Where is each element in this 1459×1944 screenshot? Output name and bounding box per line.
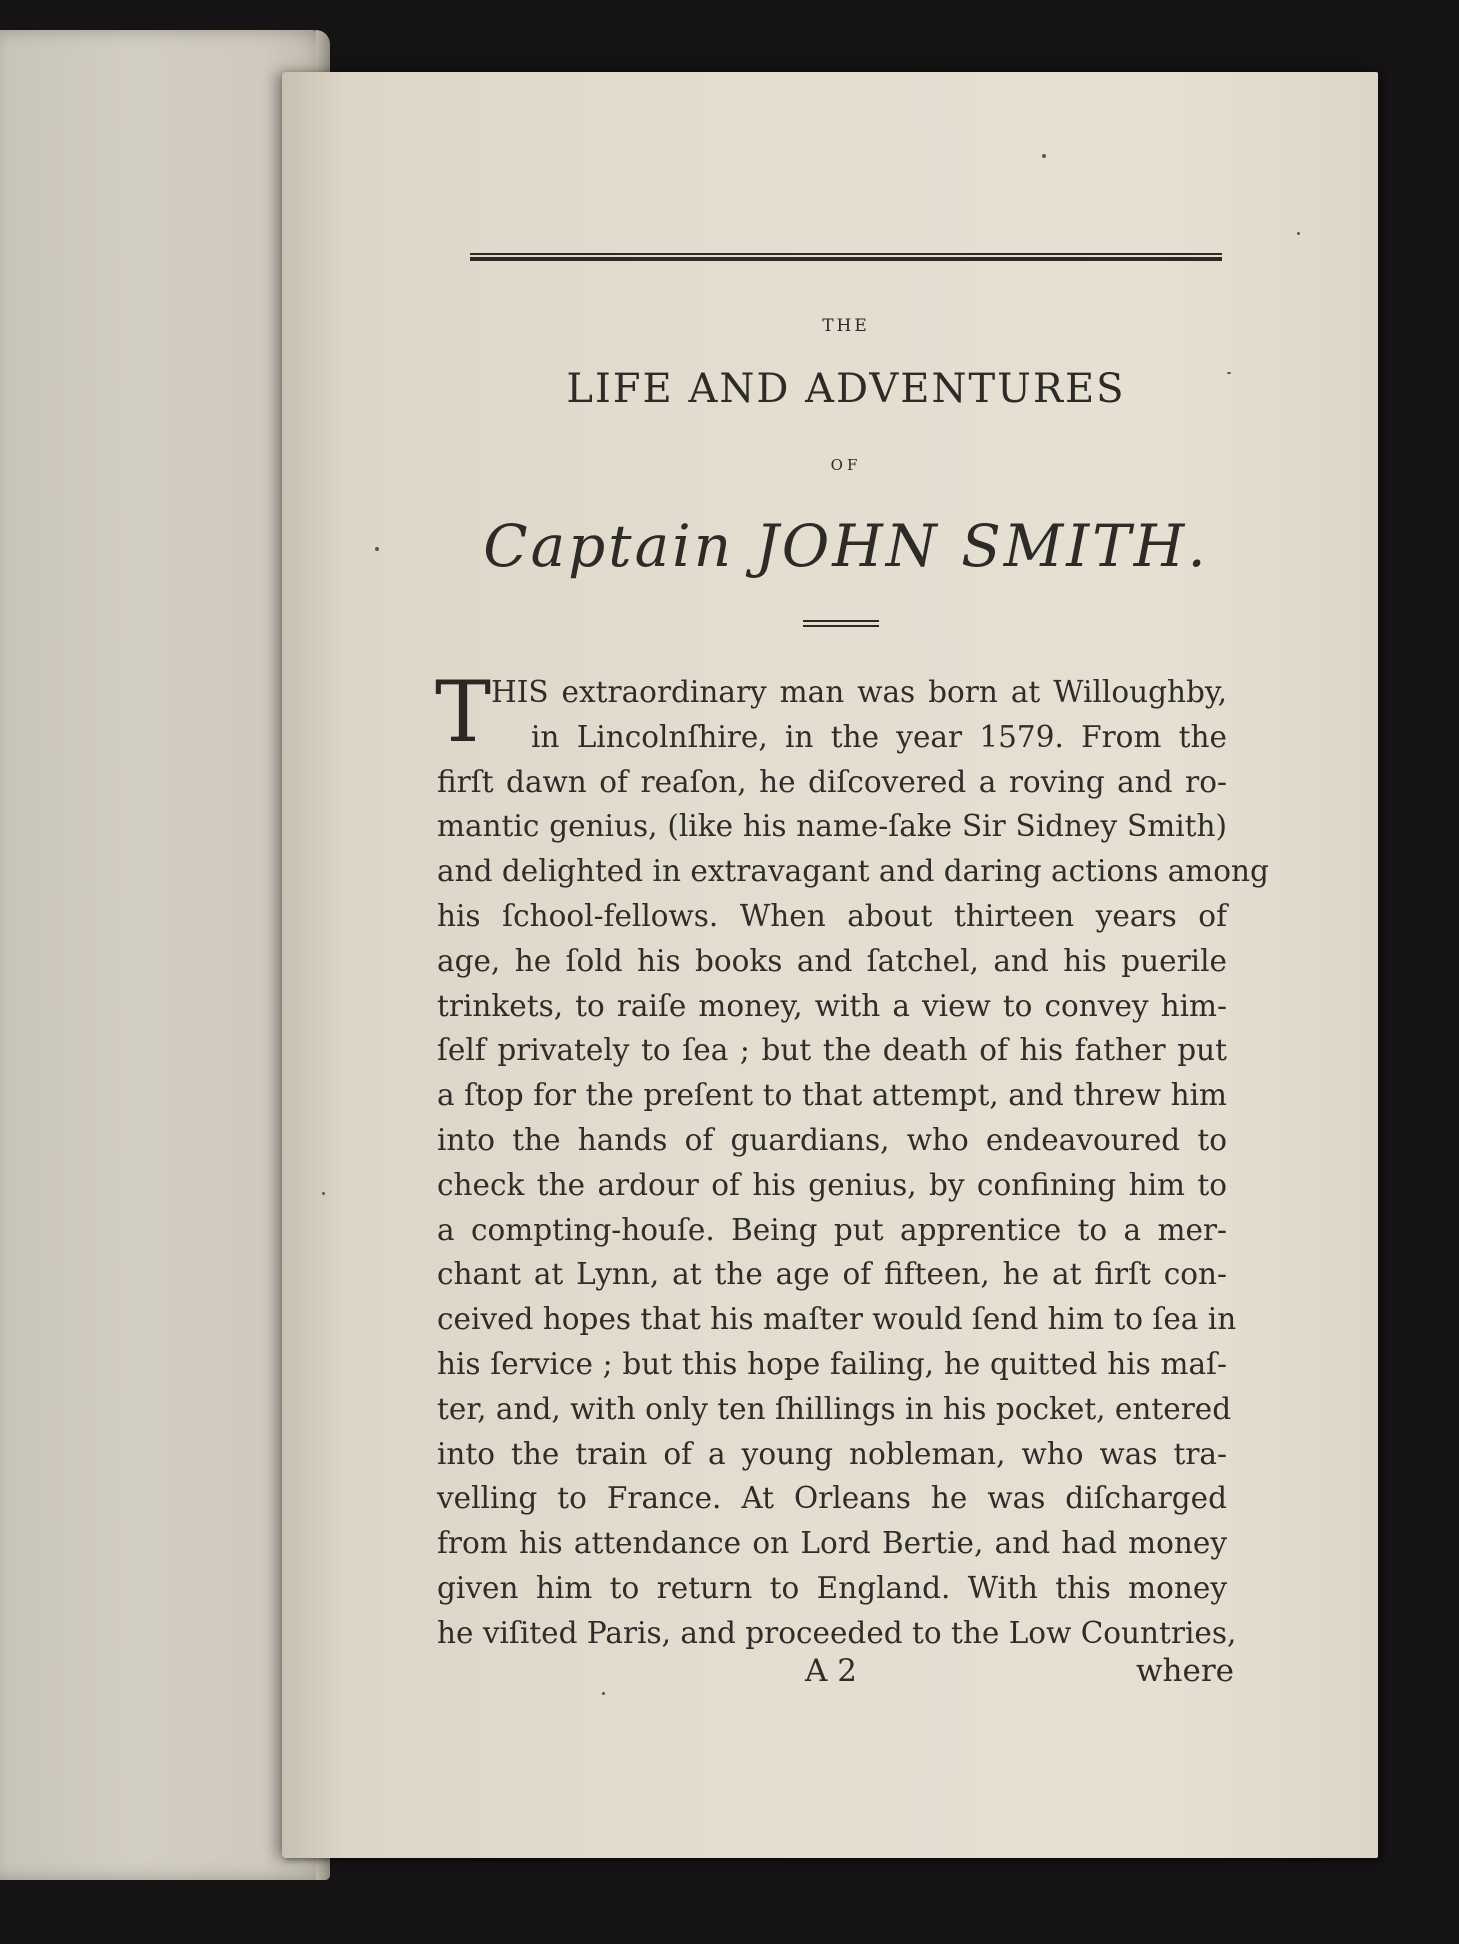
title-of: OF (830, 456, 862, 474)
signature-mark: A 2 (805, 1653, 857, 1689)
body-line: his ſervice ; but this hope failing, he quitted his maſ- (437, 1346, 1227, 1381)
subject-name: Captain JOHN SMITH. (483, 512, 1209, 580)
body-line: ceived hopes that his maſter would ſend him to ſea in (437, 1302, 1237, 1337)
body-line: he viſited Paris, and proceeded to the Low Countries, (437, 1615, 1237, 1650)
title-divider (803, 620, 879, 628)
body-text (435, 663, 1269, 1656)
body-line: velling to France. At Orleans he was diſcharged (437, 1481, 1227, 1516)
top-rule (470, 253, 1222, 263)
book-title: LIFE AND ADVENTURES (566, 366, 1126, 412)
body-line: trinkets, to raiſe money, with a view to convey him- (437, 988, 1227, 1023)
body-line: a compting-houſe. Being put apprentice to a mer- (437, 1212, 1227, 1247)
body-line: firſt dawn of reaſon, he diſcovered a roving and ro- (437, 764, 1227, 799)
body-line: his ſchool-fellows. When about thirteen years of (437, 898, 1227, 933)
drop-cap: T (435, 663, 492, 761)
body-line: into the hands of guardians, who endeavoured to (437, 1122, 1227, 1157)
catchword: where (1136, 1653, 1235, 1689)
body-line: and delighted in extravagant and daring actions among (437, 854, 1269, 889)
body-line: from his attendance on Lord Bertie, and had money (437, 1526, 1227, 1561)
body-line: ter, and, with only ten ſhillings in his pocket, entered (437, 1391, 1232, 1426)
body-line: age, he ſold his books and ſatchel, and his puerile (437, 943, 1227, 978)
body-line: chant at Lynn, at the age of fifteen, he at firſt con- (437, 1257, 1227, 1292)
body-line: ſelf privately to ſea ; but the death of his father put (437, 1033, 1227, 1068)
title-the: THE (822, 316, 870, 336)
body-line: in Lincolnſhire, in the year 1579. From the (531, 719, 1227, 754)
body-line: a ſtop for the preſent to that attempt, and threw him (437, 1078, 1227, 1113)
body-line: given him to return to England. With this money (437, 1570, 1227, 1605)
left-page (0, 30, 330, 1880)
body-line: HIS extraordinary man was born at Willoughby, (491, 675, 1227, 709)
body-line: into the train of a young nobleman, who was tra- (437, 1436, 1227, 1471)
body-line: mantic genius, (like his name-ſake Sir Sidney Smith) (437, 809, 1227, 844)
body-line: check the ardour of his genius, by confining him to (437, 1167, 1227, 1202)
